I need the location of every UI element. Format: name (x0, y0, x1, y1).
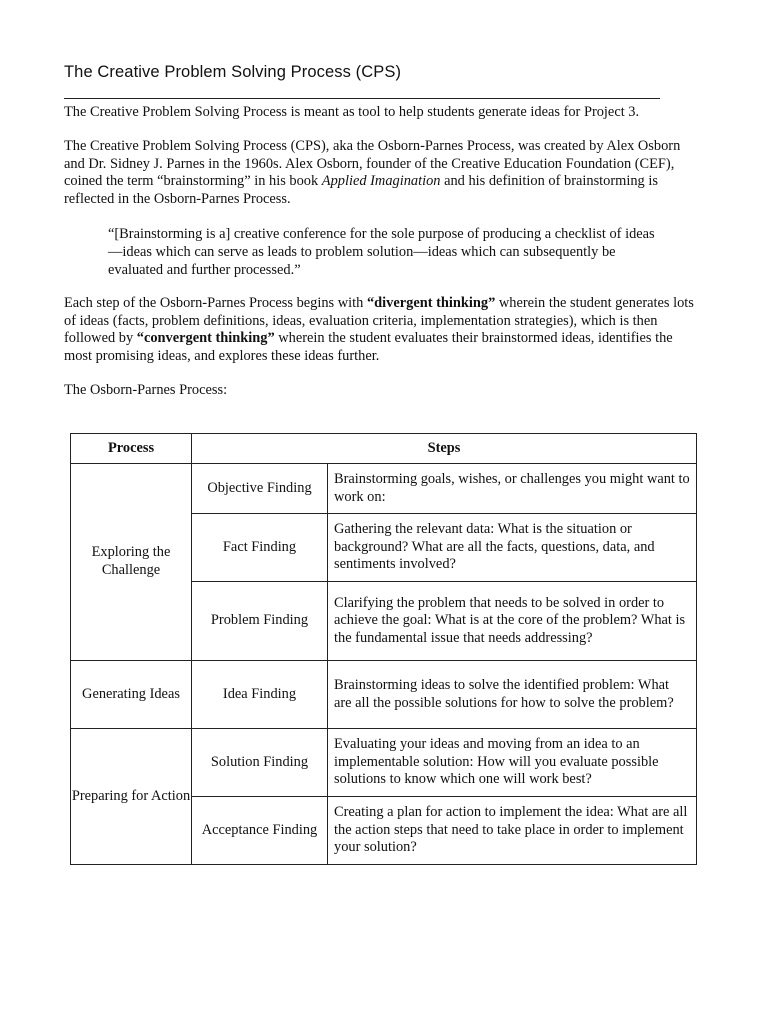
page-title: The Creative Problem Solving Process (CPS) (64, 63, 402, 81)
divergent-term: “divergent thinking” (366, 295, 496, 311)
step-description: Brainstorming ideas to solve the identified problem: What are all the possible solutions for how to solve the problem? (328, 661, 697, 729)
history-text-end: and his definition of brainstorming is reflected in the Osborn-Parnes Process. (64, 173, 658, 207)
step-description: Brainstorming goals, wishes, or challenges you might want to work on: (328, 464, 697, 514)
history-text: The Creative Problem Solving Process (CPS), aka the Osborn-Parnes Process, was created by Alex Osborn and Dr. Sidney J. Parnes in the 1960s. Alex Osborn, founder of the Creative Education Foundation (CEF), coined the term “brainstorming” in his book (64, 138, 681, 190)
table-row (71, 464, 697, 514)
table-row (71, 661, 697, 729)
table-row (71, 729, 697, 797)
step-description: Evaluating your ideas and moving from an idea to an implementable solution: How will you evaluate possible solutions to know which one will work best? (328, 729, 697, 797)
step-name: Problem Finding (192, 582, 328, 661)
step-description: Gathering the relevant data: What is the situation or background? What are all the facts, questions, data, and sentiments involved? (328, 514, 697, 582)
book-title: Applied Imagination (321, 173, 441, 190)
thinking-text-2: wherein the student generates lots of ideas (facts, problem definitions, ideas, evaluation criteria, implementation strategies), which is then followed by (64, 295, 694, 347)
step-description: Clarifying the problem that needs to be solved in order to achieve the goal: What is at the core of the problem? What is the fundamental issue that needs addressing? (328, 582, 697, 661)
intro-paragraph: The Creative Problem Solving Process is meant as tool to help students generate ideas for Project 3. (64, 104, 640, 120)
process-cell: Generating Ideas (71, 661, 192, 729)
header-process: Process (71, 434, 192, 464)
step-name: Idea Finding (192, 661, 328, 729)
history-paragraph (64, 138, 704, 208)
step-description: Creating a plan for action to implement the idea: What are all the action steps that need to take place in order to implement your solution? (328, 797, 697, 865)
step-name: Acceptance Finding (192, 797, 328, 865)
step-name: Solution Finding (192, 729, 328, 797)
convergent-term: “convergent thinking” (136, 330, 275, 347)
brainstorming-quote: “[Brainstorming is a] creative conference for the sole purpose of producing a checklist of ideas—ideas which can serve as leads to problem solution—ideas which can subsequently be evaluated and further processed.” (108, 226, 655, 278)
thinking-text-3: wherein the student evaluates their brainstormed ideas, identifies the most promising ideas, and explores these ideas further. (64, 330, 673, 364)
osborn-parnes-table (70, 433, 697, 865)
table-header-row (71, 434, 697, 464)
thinking-text-1: Each step of the Osborn-Parnes Process begins with (64, 295, 367, 311)
step-name: Fact Finding (192, 514, 328, 582)
thinking-paragraph (64, 295, 704, 365)
title-underline (64, 98, 660, 99)
process-cell: Preparing for Action (71, 729, 192, 865)
header-steps: Steps (192, 434, 697, 464)
process-cell: Exploring the Challenge (71, 464, 192, 661)
step-name: Objective Finding (192, 464, 328, 514)
table-intro: The Osborn-Parnes Process: (64, 382, 228, 398)
